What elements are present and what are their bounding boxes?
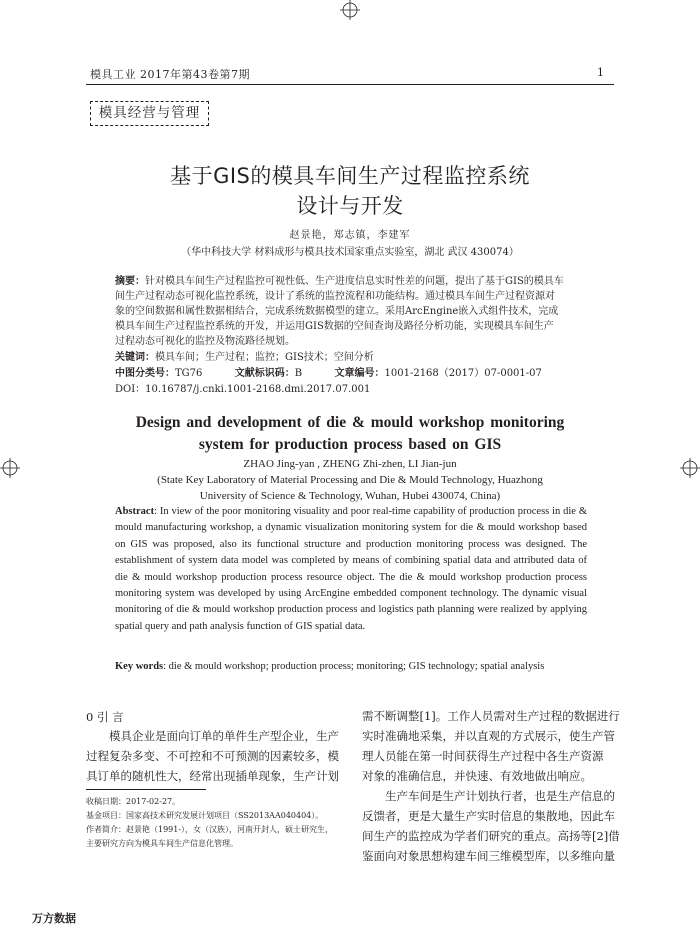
keywords-en-label: Key words bbox=[115, 661, 164, 672]
clc-label: 中图分类号： bbox=[115, 368, 175, 379]
paragraph-line: 具订单的随机性大，经常出现插单现象，生产计划 bbox=[86, 769, 339, 783]
abstract-cn-line: 过程动态可视化的监控及物流路径规划。 bbox=[115, 336, 295, 347]
paragraph-line: 生产车间是生产计划执行者，也是生产信息的 bbox=[385, 789, 615, 803]
paragraph-line: 对象的准确信息，并快速、有效地做出响应。 bbox=[362, 769, 592, 783]
abstract-en-text: : In view of the poor monitoring visuality and poor real-time capability of production process in die & mould manufacturing workshop, a dynamic visualization monitoring system for die & mould workshop based on GIS was proposed, also its functional structure and production monitoring process was designed. The establishment of system data model was completed by means of combining spatial data and attributed data of die & mould workshop production process resource object. The die & mould workshop production process monitoring system was developed by using ArcEngine embedded component technology. The dynamic visual monitoring of die & mould workshop production process and logistics path planning were realized by applying spatial query and path analysis function of GIS spatial data. bbox=[115, 506, 587, 632]
article-number-value: 1001-2168（2017）07-0001-07 bbox=[384, 368, 542, 379]
paragraph-line: 鉴面向对象思想构建车间三维模型库，以多维向量 bbox=[362, 849, 615, 863]
footnote-rule bbox=[86, 789, 206, 790]
keywords-en bbox=[115, 659, 587, 675]
abstract-en-label: Abstract bbox=[115, 506, 155, 517]
article-number-label: 文章编号： bbox=[334, 368, 385, 379]
abstract-cn-label: 摘要： bbox=[115, 276, 145, 287]
keywords-cn-text: 模具车间；生产过程；监控；GIS技术；空间分析 bbox=[155, 352, 374, 363]
footnote-received: 收稿日期：2017-02-27。 bbox=[86, 797, 181, 806]
paragraph-line: 过程复杂多变、不可控和不可预测的因素较多，模 bbox=[86, 749, 339, 763]
watermark: 万方数据 bbox=[32, 912, 76, 925]
abstract-cn-line: 间生产过程动态可视化监控系统，设计了系统的监控流程和功能结构。通过模具车间生产过程资源对 bbox=[115, 291, 555, 302]
abstract-cn-line: 模具车间生产过程监控系统的开发，并运用GIS数据的空间查询及路径分析功能，实现模具车间生产 bbox=[115, 321, 554, 332]
registration-mark-top bbox=[340, 0, 360, 20]
paragraph-line: 实时准确地采集，并以直观的方式展示，使生产管 bbox=[362, 729, 615, 743]
keywords-en-text: : die & mould workshop; production process; monitoring; GIS technology; spatial analysis bbox=[163, 661, 545, 672]
affiliation-en-line2: University of Science & Technology, Wuhan, Hubei 430074, China) bbox=[199, 490, 501, 502]
footnote-author: 作者简介：赵景艳（1991-），女（汉族），河南开封人，硕士研究生， bbox=[86, 825, 334, 834]
header-rule bbox=[86, 84, 614, 85]
clc-value: TG76 bbox=[175, 368, 203, 379]
abstract-cn-line: 针对模具车间生产过程监控可视性低、生产进度信息实时性差的问题，提出了基于GIS的模具车 bbox=[145, 276, 564, 287]
doi: DOI：10.16787/j.cnki.1001-2168.dmi.2017.07.001 bbox=[115, 384, 371, 395]
doc-code-value: B bbox=[294, 368, 303, 379]
paragraph-line: 反馈者，更是大量生产实时信息的集散地，因此车 bbox=[362, 809, 615, 823]
footnote-author-cont: 主要研究方向为模具车间生产信息化管理。 bbox=[86, 839, 238, 848]
title-cn-line1: 基于GIS的模具车间生产过程监控系统 bbox=[170, 164, 530, 188]
authors-en: ZHAO Jing-yan , ZHENG Zhi-zhen, LI Jian-jun bbox=[243, 458, 457, 470]
section-heading: 0 引 言 bbox=[86, 710, 124, 724]
affiliation-en-line1: (State Key Laboratory of Material Processing and Die & Mould Technology, Huazhong bbox=[157, 474, 543, 486]
page-number: 1 bbox=[597, 66, 604, 79]
keywords-cn-label: 关键词： bbox=[115, 352, 155, 363]
title-en-line2: system for production process based on GIS bbox=[198, 436, 502, 453]
title-cn-line2: 设计与开发 bbox=[296, 194, 404, 218]
paragraph-line: 模具企业是面向订单的单件生产型企业，生产 bbox=[109, 729, 339, 743]
footnote-fund: 基金项目：国家高技术研究发展计划项目（SS2013AA040404）。 bbox=[86, 811, 324, 820]
authors-cn: 赵景艳，郑志镇，李建军 bbox=[289, 230, 411, 241]
paragraph-line: 需不断调整[1]。工作人员需对生产过程的数据进行 bbox=[362, 709, 620, 723]
paragraph-line: 间生产的监控成为学者们研究的重点。高扬等[2]借 bbox=[362, 829, 620, 843]
abstract-cn-line: 象的空间数据和属性数据相结合，完成系统数据模型的建立。采用ArcEngine嵌入式组件技术，完成 bbox=[115, 306, 559, 317]
paragraph-line: 理人员能在第一时间获得生产过程中各生产资源 bbox=[362, 749, 604, 763]
journal-header: 模具工业 2017年第43卷第7期 bbox=[90, 68, 250, 81]
doc-code-label: 文献标识码： bbox=[234, 368, 295, 379]
affiliation-cn: （华中科技大学 材料成形与模具技术国家重点实验室，湖北 武汉 430074） bbox=[181, 247, 519, 258]
title-en-line1: Design and development of die & mould workshop monitoring bbox=[135, 414, 565, 431]
abstract-en bbox=[115, 504, 587, 635]
section-label: 模具经营与管理 bbox=[90, 101, 209, 126]
